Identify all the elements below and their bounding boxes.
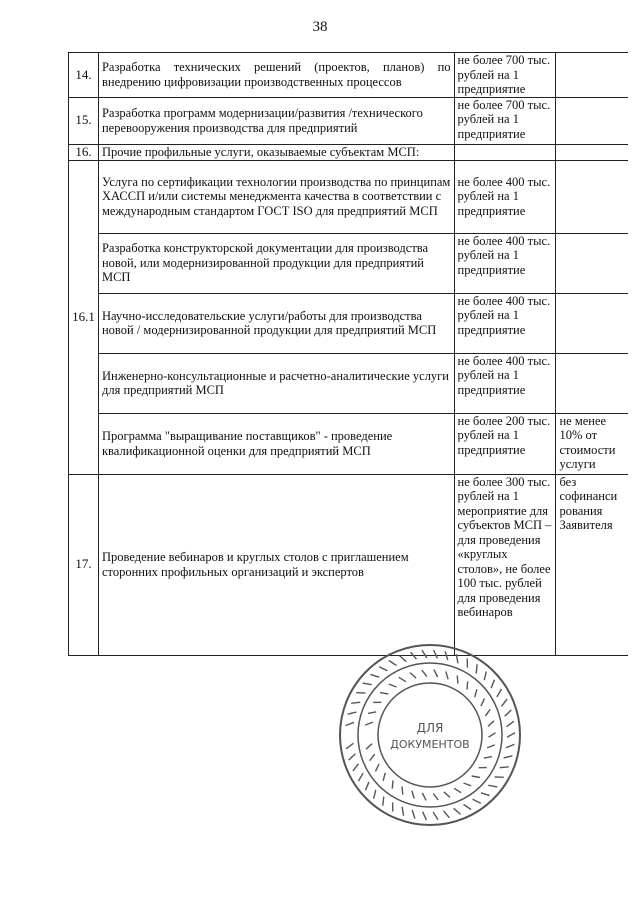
- row-number: 16.1: [69, 160, 99, 474]
- services-table: [68, 52, 628, 656]
- stamp-glyph-mark: [484, 671, 486, 680]
- stamp-glyph-mark: [366, 744, 372, 750]
- service-name: Программа "выращивание поставщиков" - проведение квалификационной оценки для предприятий МСП: [98, 413, 454, 474]
- stamp-glyph-mark: [434, 670, 438, 677]
- stamp-center-text-1: ДЛЯ: [416, 721, 444, 735]
- stamp-glyph-mark: [497, 689, 502, 697]
- stamp-glyph-mark: [370, 754, 375, 761]
- stamp-glyph-mark: [506, 744, 515, 747]
- stamp-glyph-mark: [389, 661, 397, 666]
- co-financing: [556, 53, 628, 98]
- service-name: Проведение вебинаров и круглых столов с приглашением сторонних профильных организаций и экспертов: [98, 474, 454, 655]
- service-cost: не более 700 тыс. рублей на 1 предприятие: [454, 53, 556, 98]
- service-name: Разработка технических решений (проектов, планов) по внедрению цифровизации производственных процессов: [98, 53, 454, 98]
- service-cost: не более 400 тыс. рублей на 1 предприятие: [454, 353, 556, 413]
- stamp-glyph-mark: [507, 721, 514, 727]
- stamp-glyph-mark: [346, 743, 353, 749]
- stamp-glyph-mark: [505, 710, 512, 716]
- stamp-glyph-mark: [348, 712, 357, 714]
- stamp-glyph-mark: [491, 680, 494, 688]
- stamp-glyph-mark: [434, 650, 438, 658]
- stamp-band-marks: [346, 650, 516, 820]
- service-cost: не более 400 тыс. рублей на 1 предприятие: [454, 293, 556, 353]
- stamp-inner-ring: [378, 683, 482, 787]
- stamp-glyph-mark: [383, 773, 385, 781]
- stamp-glyph-mark: [445, 651, 448, 660]
- stamp-glyph-mark: [351, 702, 360, 703]
- stamp-glyph-mark: [446, 671, 448, 679]
- stamp-glyph-mark: [457, 675, 458, 683]
- service-name: Услуга по сертификации технологии производства по принципам ХАССП и/или системы менеджмента качества в соответствии с международным стандартом ГОСТ ISO для предприятий МСП: [98, 160, 454, 233]
- stamp-glyph-mark: [504, 756, 513, 758]
- stamp-glyph-mark: [392, 780, 393, 788]
- stamp-glyph-mark: [476, 664, 477, 673]
- stamp-glyph-mark: [399, 677, 406, 681]
- stamp-glyph-mark: [400, 656, 407, 662]
- table-row: [69, 353, 629, 413]
- stamp-glyph-mark: [346, 722, 355, 725]
- stamp-glyph-mark: [489, 733, 496, 737]
- table-row: [69, 144, 629, 160]
- stamp-glyph-mark: [422, 670, 427, 677]
- co-financing: [556, 293, 628, 353]
- stamp-glyph-mark: [454, 808, 461, 814]
- stamp-glyph-mark: [484, 757, 492, 759]
- stamp-glyph-mark: [379, 667, 387, 671]
- stamp-glyph-mark: [472, 776, 480, 778]
- stamp-glyph-mark: [454, 788, 461, 792]
- stamp-glyph-mark: [433, 794, 438, 801]
- row-number: 16.: [69, 144, 99, 160]
- stamp-glyph-mark: [380, 693, 388, 695]
- row-number: 17.: [69, 474, 99, 655]
- stamp-glyph-mark: [411, 652, 417, 659]
- official-stamp: [330, 635, 530, 835]
- service-cost: не более 200 тыс. рублей на 1 предприятие: [454, 413, 556, 474]
- page-number: 38: [312, 19, 328, 35]
- row-number: 15.: [69, 97, 99, 144]
- stamp-glyph-mark: [464, 804, 472, 809]
- stamp-glyph-mark: [502, 699, 508, 706]
- stamp-glyph-mark: [383, 797, 384, 806]
- table-row: [69, 53, 629, 98]
- stamp-glyph-mark: [402, 807, 404, 816]
- stamp-glyph-mark: [389, 684, 397, 687]
- table-row: [69, 97, 629, 144]
- table-row: [69, 293, 629, 353]
- service-cost: [454, 144, 556, 160]
- stamp-glyph-mark: [433, 812, 438, 820]
- stamp-glyph-mark: [366, 782, 369, 790]
- co-financing: [556, 97, 628, 144]
- stamp-glyph-mark: [370, 674, 379, 677]
- service-cost: не более 400 тыс. рублей на 1 предприятие: [454, 233, 556, 293]
- co-financing: [556, 144, 628, 160]
- stamp-glyph-mark: [402, 786, 403, 794]
- stamp-glyph-mark: [412, 810, 415, 819]
- stamp-glyph-mark: [376, 764, 380, 772]
- stamp-glyph-mark: [412, 791, 414, 799]
- stamp-glyph-mark: [410, 673, 416, 679]
- stamp-glyph-mark: [353, 764, 359, 771]
- stamp-glyph-mark: [365, 722, 373, 725]
- stamp-glyph-mark: [423, 812, 427, 820]
- stamp-glyph-mark: [422, 793, 426, 800]
- stamp-glyph-mark: [444, 811, 450, 818]
- service-name: Разработка конструкторской документации для производства новой, или модернизированной продукции для предприятий МСП: [98, 233, 454, 293]
- stamp-glyph-mark: [363, 683, 372, 685]
- stamp-center-text-2: ДОКУМЕНТОВ: [390, 738, 470, 751]
- stamp-glyph-mark: [444, 792, 450, 798]
- service-name: Разработка программ модернизации/развития /технического перевооружения производства для предприятий: [98, 97, 454, 144]
- stamp-glyph-mark: [481, 793, 490, 796]
- co-financing: [556, 353, 628, 413]
- co-financing: [556, 233, 628, 293]
- stamp-glyph-mark: [467, 681, 468, 689]
- stamp-glyph-mark: [487, 745, 495, 748]
- stamp-glyph-mark: [368, 712, 376, 714]
- stamp-glyph-mark: [464, 783, 472, 786]
- stamp-glyph-mark: [456, 654, 458, 663]
- stamp-glyph-mark: [488, 785, 497, 787]
- service-name: Научно-исследовательские услуги/работы для производства новой / модернизированной продукции для предприятий МСП: [98, 293, 454, 353]
- stamp-glyph-mark: [349, 754, 356, 760]
- table-row: [69, 233, 629, 293]
- stamp-middle-ring: [358, 663, 502, 807]
- service-name: Прочие профильные услуги, оказываемые субъектам МСП:: [98, 144, 454, 160]
- table-row: [69, 413, 629, 474]
- stamp-glyph-mark: [359, 773, 364, 781]
- stamp-glyph-mark: [488, 721, 494, 727]
- service-cost: не более 300 тыс. рублей на 1 мероприятие для субъектов МСП – для проведения «круглых столов», не более 100 тыс. рублей для проведения вебинаров: [454, 474, 556, 655]
- stamp-glyph-mark: [374, 790, 376, 799]
- stamp-glyph-mark: [473, 799, 481, 803]
- stamp-glyph-mark: [507, 733, 515, 737]
- stamp-glyph-mark: [422, 650, 427, 658]
- service-cost: не более 400 тыс. рублей на 1 предприятие: [454, 160, 556, 233]
- table-row: [69, 160, 629, 233]
- stamp-glyph-mark: [481, 699, 485, 707]
- co-financing: не менее 10% от стоимости услуги: [556, 413, 628, 474]
- row-number: 14.: [69, 53, 99, 98]
- service-cost: не более 700 тыс. рублей на 1 предприятие: [454, 97, 556, 144]
- table-row: [69, 474, 629, 655]
- stamp-glyph-mark: [475, 689, 477, 697]
- co-financing: без софинанси рования Заявителя: [556, 474, 628, 655]
- service-name: Инженерно-консультационные и расчетно-аналитические услуги для предприятий МСП: [98, 353, 454, 413]
- co-financing: [556, 160, 628, 233]
- stamp-glyph-mark: [500, 767, 509, 768]
- stamp-glyph-mark: [485, 709, 490, 716]
